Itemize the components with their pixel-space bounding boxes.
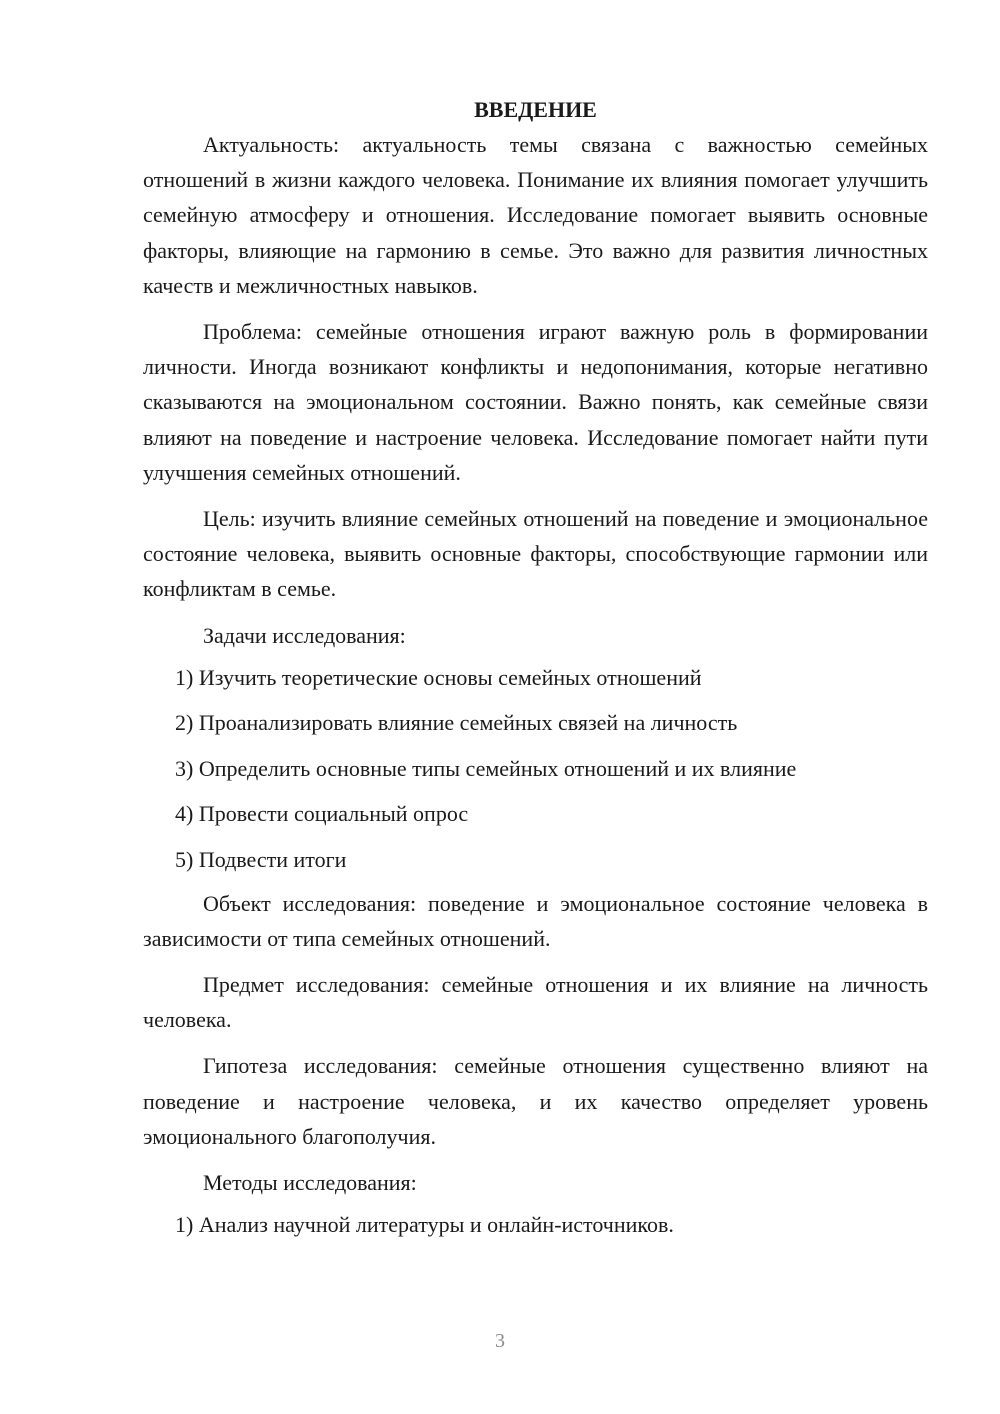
- paragraph-subject: Предмет исследования: семейные отношения и их влияние на личность человека.: [143, 972, 928, 1033]
- methods-label: Методы исследования:: [203, 1170, 417, 1196]
- list-item: 4) Провести социальный опрос: [175, 801, 469, 827]
- page-number: 3: [495, 1330, 505, 1352]
- paragraph-relevance: Актуальность: актуальность темы связана с важностью семейных отношений в жизни каждого человека. Понимание их влияния помогает улучшить семейную атмосферу и отношения. Исследование помогает выявить основные факторы, влияющие на гармонию в семье. Это важно для развития личностных качеств и межличностных навыков.: [143, 132, 928, 298]
- section-heading: ВВЕДЕНИЕ: [474, 97, 597, 122]
- paragraph-problem: Проблема: семейные отношения играют важную роль в формировании личности. Иногда возникают конфликты и недопонимания, которые негативно сказываются на эмоциональном состоянии. Важно понять, как семейные связи влияют на поведение и настроение человека. Исследование помогает найти пути улучшения семейных отношений.: [143, 319, 928, 485]
- tasks-label: Задачи исследования:: [203, 622, 406, 648]
- methods-list: [143, 1207, 928, 1242]
- list-item: 5) Подвести итоги: [175, 846, 347, 872]
- list-item: 1) Изучить теоретические основы семейных отношений: [175, 664, 702, 690]
- list-item: 3) Определить основные типы семейных отношений и их влияние: [175, 755, 797, 781]
- document-page: [143, 92, 928, 1242]
- paragraph-goal: Цель: изучить влияние семейных отношений на поведение и эмоциональное состояние человека, выявить основные факторы, способствующие гармонии или конфликтам в семье.: [143, 506, 928, 602]
- list-item: 1) Анализ научной литературы и онлайн-источников.: [175, 1212, 674, 1238]
- paragraph-hypothesis: Гипотеза исследования: семейные отношения существенно влияют на поведение и настроение человека, и их качество определяет уровень эмоционального благополучия.: [143, 1053, 928, 1149]
- list-item: 2) Проанализировать влияние семейных связей на личность: [175, 710, 738, 736]
- paragraph-object: Объект исследования: поведение и эмоциональное состояние человека в зависимости от типа семейных отношений.: [143, 890, 928, 951]
- tasks-list: [143, 660, 928, 877]
